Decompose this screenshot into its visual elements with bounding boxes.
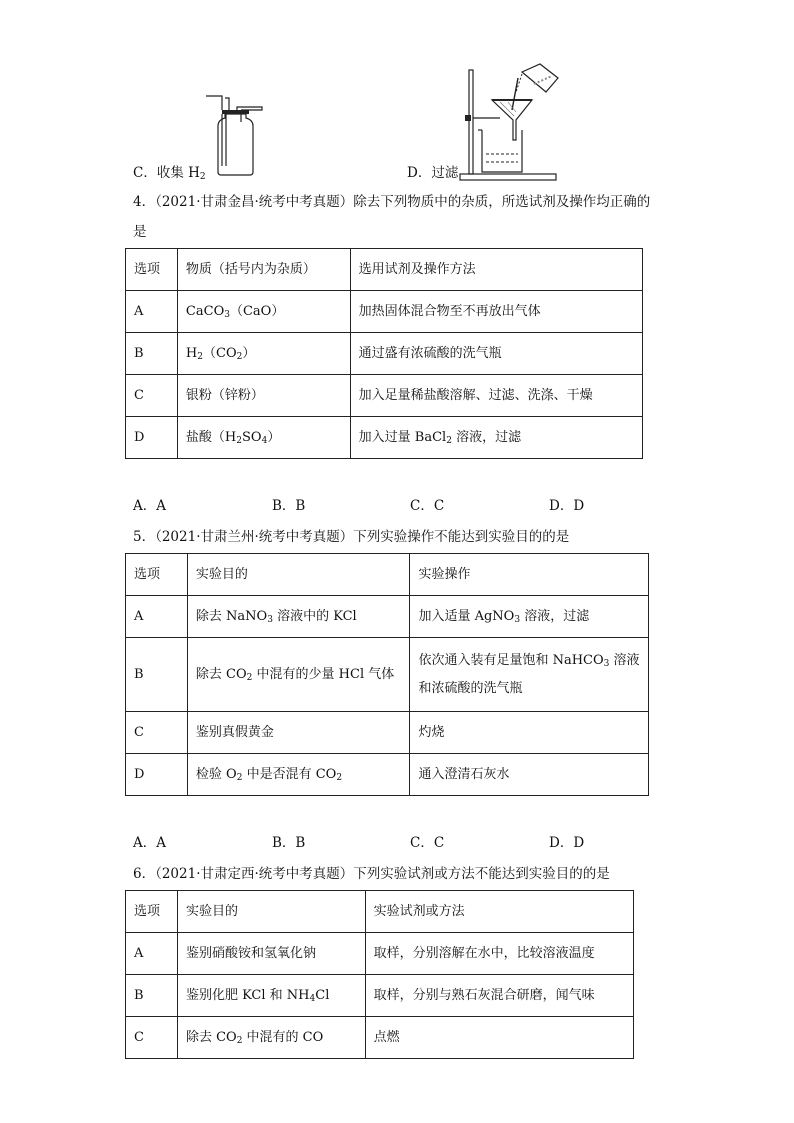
question-6-stem: 6．（2021·甘肃定西·统考中考真题）下列实验试剂或方法不能达到实验目的的是 — [133, 866, 610, 882]
method-cell: 取样，分别与熟石灰混合研磨，闻气味 — [365, 975, 633, 1017]
method-cell: 通过盛有浓硫酸的洗气瓶 — [350, 333, 642, 375]
question-5-table — [125, 553, 649, 796]
question-4-stem: 4．（2021·甘肃金昌·统考中考真题）除去下列物质中的杂质，所选试剂及操作均正确的 — [133, 194, 651, 210]
figure-d-caption: D．过滤 — [407, 165, 459, 181]
goal-cell: 除去 $CO_2$ 中混有的少量 HCl 气体 — [187, 638, 410, 712]
question-4-stem-cont: 是 — [133, 224, 147, 240]
table-row — [126, 333, 643, 375]
substance-cell: 银粉（锌粉） — [177, 375, 350, 417]
method-cell: 加入足量稀盐酸溶解、过滤、洗涤、干燥 — [350, 375, 642, 417]
method-cell: 加热固体混合物至不再放出气体 — [350, 291, 642, 333]
choice-d[interactable]: D．D — [549, 835, 585, 851]
table-header-row — [126, 249, 643, 291]
question-6-table — [125, 890, 634, 1059]
method-cell: 取样，分别溶解在水中，比较溶液温度 — [365, 933, 633, 975]
option-cell: C — [126, 375, 178, 417]
option-cell: B — [126, 333, 178, 375]
table-row — [126, 375, 643, 417]
choice-a[interactable]: A．A — [133, 835, 166, 851]
goal-cell: 鉴别化肥 KCl 和 $NH_4Cl$ — [177, 975, 365, 1017]
option-cell: D — [126, 417, 178, 459]
table-header-cell: 物质（括号内为杂质） — [177, 249, 350, 291]
figure-c-caption: C．收集 $H_2$ — [133, 165, 206, 182]
option-cell: A — [126, 933, 178, 975]
table-row — [126, 1017, 634, 1059]
substance-cell: CaCO$_3$（CaO） — [177, 291, 350, 333]
table-row — [126, 291, 643, 333]
goal-cell: 检验 $O_2$ 中是否混有 $CO_2$ — [187, 754, 410, 796]
table-header-cell: 选项 — [126, 554, 188, 596]
choice-d[interactable]: D．D — [549, 498, 585, 514]
method-cell: 加入过量 BaCl$_2$ 溶液，过滤 — [350, 417, 642, 459]
table-row — [126, 933, 634, 975]
choice-c[interactable]: C．C — [410, 498, 445, 514]
operation-cell: 依次通入装有足量饱和 NaHCO$_3$ 溶液 和浓硫酸的洗气瓶 — [410, 638, 649, 712]
goal-cell: 鉴别真假黄金 — [187, 712, 410, 754]
option-cell: B — [126, 638, 188, 712]
gas-collection-bottle-figure — [200, 92, 270, 176]
option-cell: C — [126, 712, 188, 754]
option-cell: B — [126, 975, 178, 1017]
filtration-apparatus-figure — [456, 62, 566, 184]
table-row — [126, 638, 649, 712]
operation-cell: 加入适量 AgNO$_3$ 溶液，过滤 — [410, 596, 649, 638]
table-header-row — [126, 554, 649, 596]
operation-cell: 灼烧 — [410, 712, 649, 754]
table-header-cell: 实验目的 — [187, 554, 410, 596]
goal-cell: 除去 NaNO$_3$ 溶液中的 KCl — [187, 596, 410, 638]
table-row — [126, 712, 649, 754]
choice-a[interactable]: A．A — [133, 498, 166, 514]
option-cell: C — [126, 1017, 178, 1059]
table-header-cell: 实验操作 — [410, 554, 649, 596]
table-row — [126, 596, 649, 638]
question-5-stem: 5．（2021·甘肃兰州·统考中考真题）下列实验操作不能达到实验目的的是 — [133, 529, 570, 545]
table-row — [126, 975, 634, 1017]
table-header-cell: 选项 — [126, 249, 178, 291]
substance-cell: $H_2(CO_2)$ — [177, 333, 350, 375]
table-row — [126, 754, 649, 796]
table-header-cell: 实验目的 — [177, 891, 365, 933]
substance-cell: 盐酸$(H_2SO_4)$ — [177, 417, 350, 459]
operation-cell: 通入澄清石灰水 — [410, 754, 649, 796]
table-row — [126, 417, 643, 459]
table-header-cell: 实验试剂或方法 — [365, 891, 633, 933]
goal-cell: 鉴别硝酸铵和氢氧化钠 — [177, 933, 365, 975]
choice-b[interactable]: B．B — [272, 498, 306, 514]
table-header-row — [126, 891, 634, 933]
choice-c[interactable]: C．C — [410, 835, 445, 851]
choice-b[interactable]: B．B — [272, 835, 306, 851]
question-4-table — [125, 248, 643, 459]
table-header-cell: 选项 — [126, 891, 178, 933]
option-cell: A — [126, 596, 188, 638]
goal-cell: 除去 $CO_2$ 中混有的 CO — [177, 1017, 365, 1059]
table-header-cell: 选用试剂及操作方法 — [350, 249, 642, 291]
option-cell: A — [126, 291, 178, 333]
method-cell: 点燃 — [365, 1017, 633, 1059]
option-cell: D — [126, 754, 188, 796]
